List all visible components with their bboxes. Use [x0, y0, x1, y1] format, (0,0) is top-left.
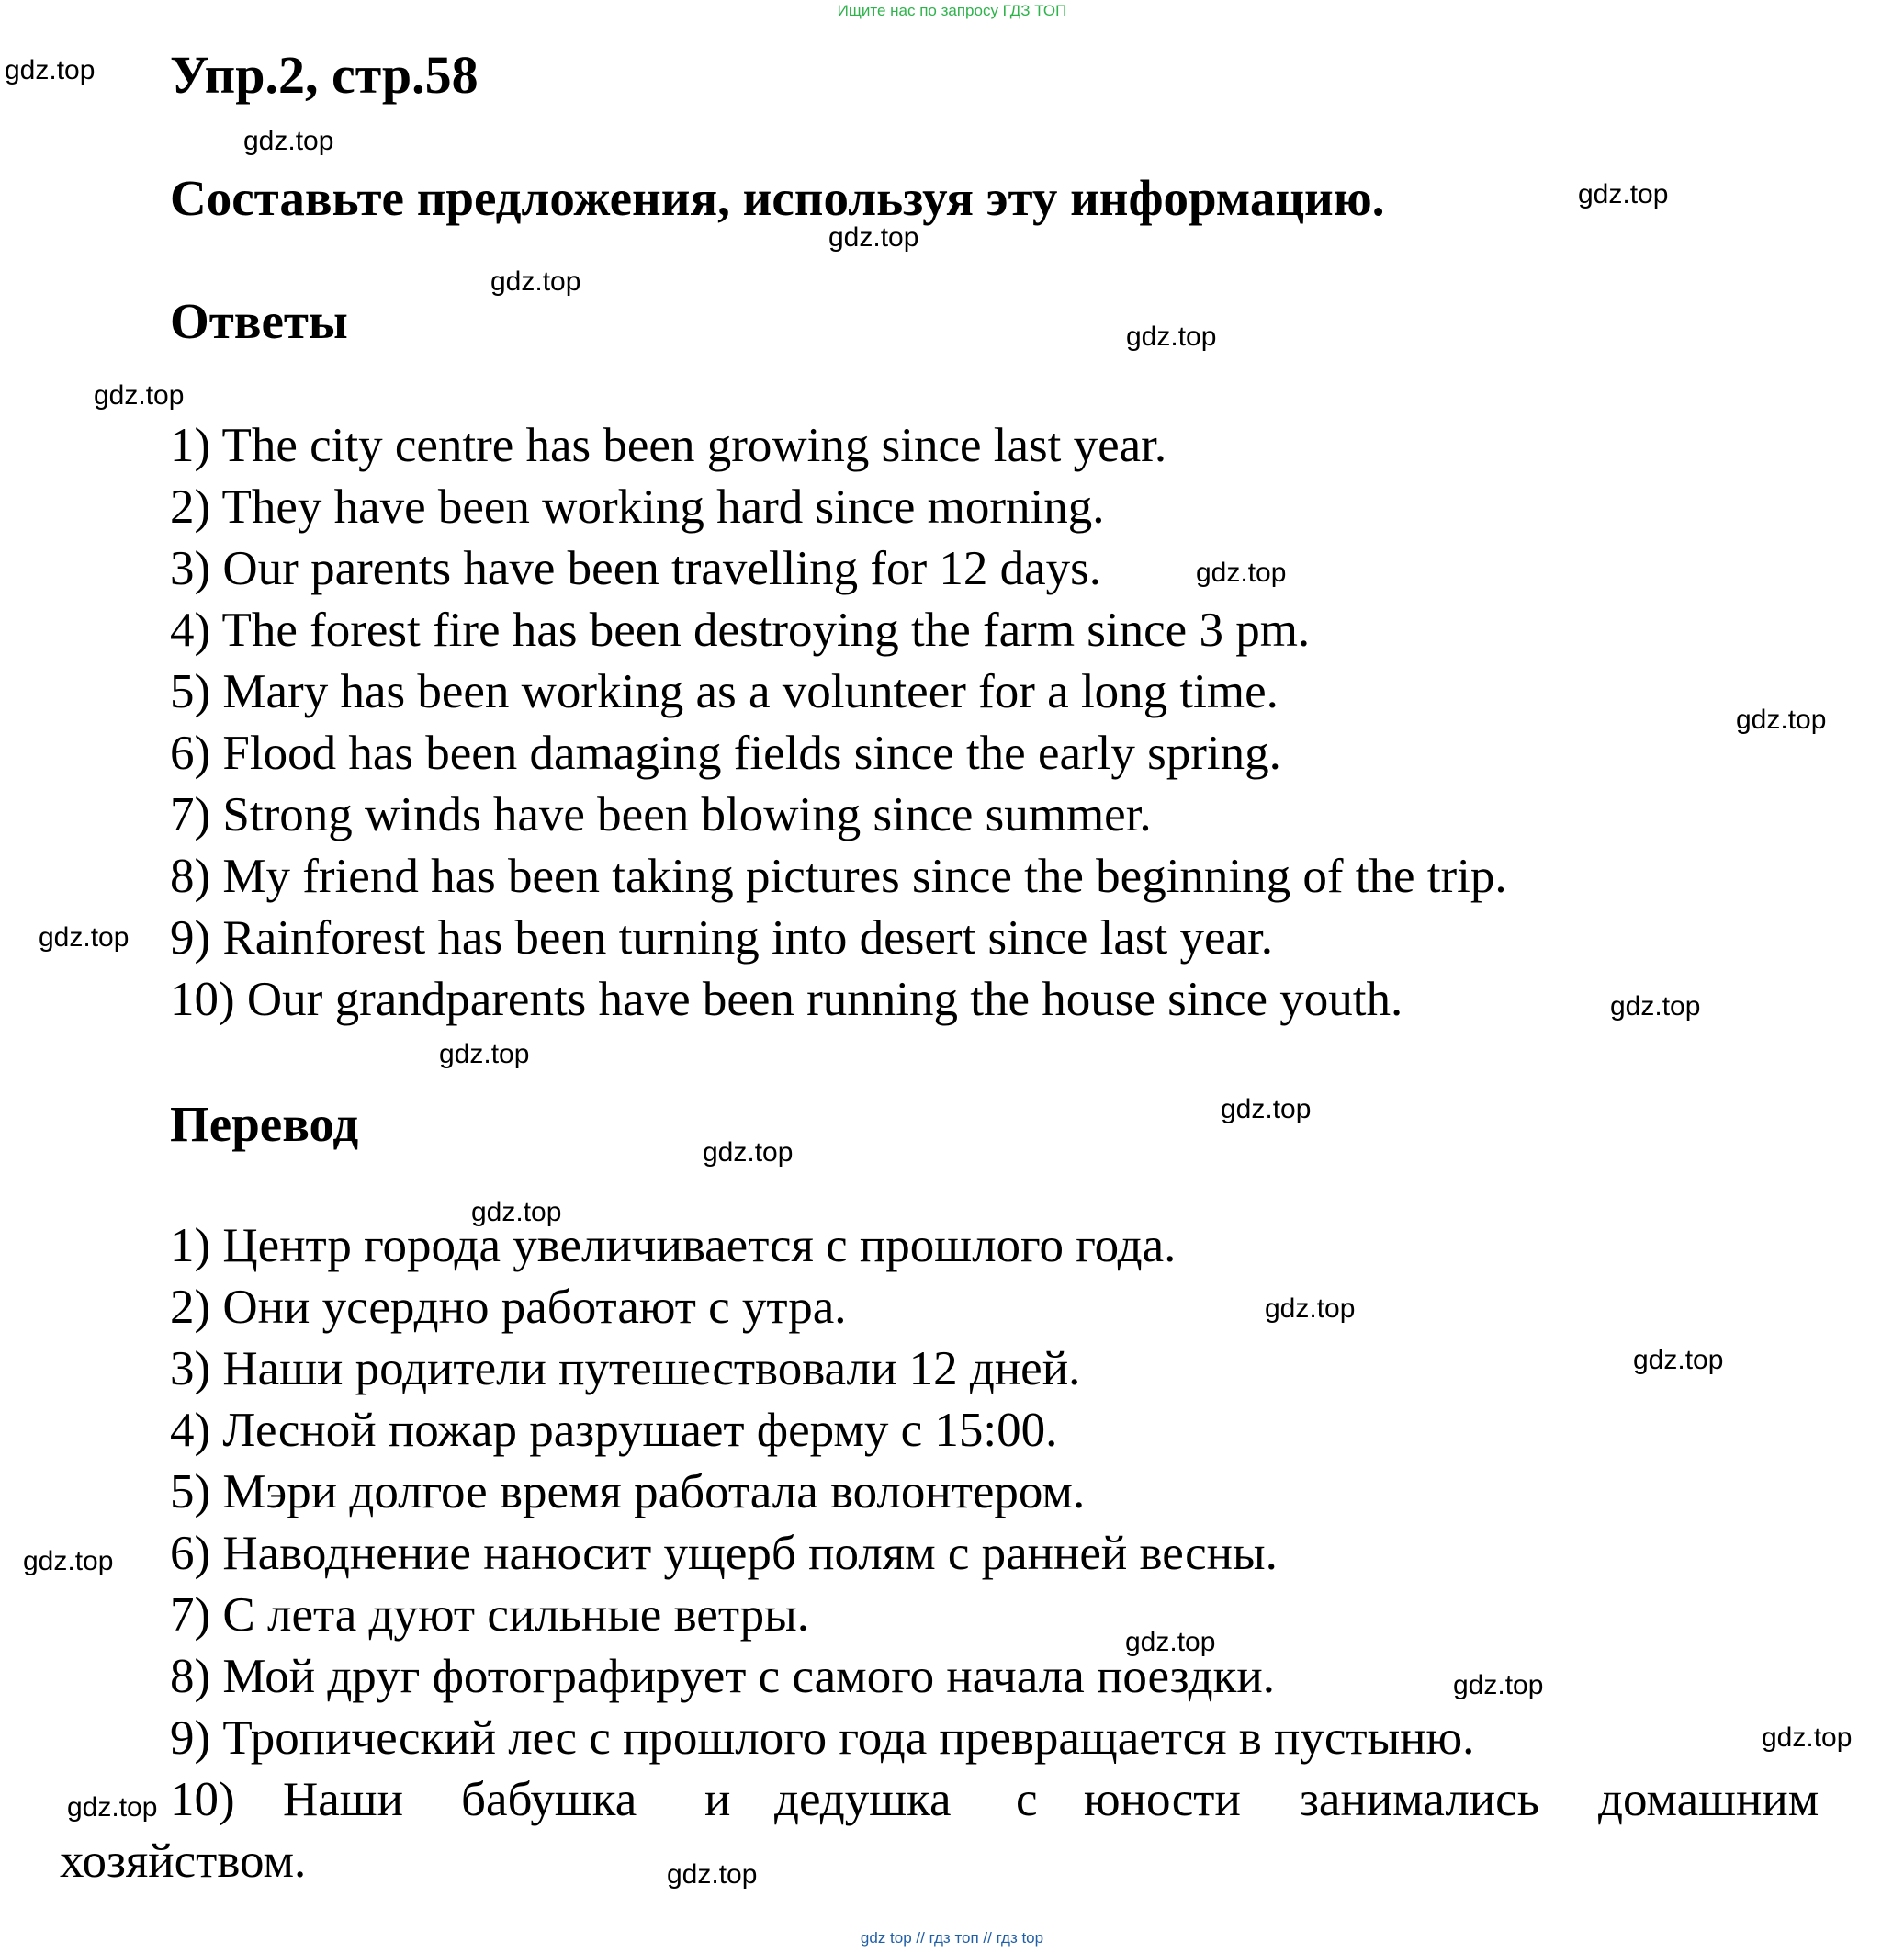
answer-item: 2) They have been working hard since morning. — [170, 480, 1105, 534]
justified-word: дедушка — [774, 1773, 952, 1826]
answer-item: 3) Our parents have been travelling for 12 days. — [170, 542, 1102, 595]
translation-item: 1) Центр города увеличивается с прошлого года. — [170, 1219, 1177, 1272]
translation-item: 9) Тропический лес с прошлого года превращается в пустыню. — [170, 1711, 1475, 1765]
watermark: gdz.top — [67, 1792, 158, 1823]
watermark: gdz.top — [1196, 558, 1287, 588]
answer-item: 1) The city centre has been growing since last year. — [170, 419, 1167, 472]
answer-item: 4) The forest fire has been destroying the farm since 3 pm. — [170, 604, 1311, 657]
translation-item: 7) С лета дуют сильные ветры. — [170, 1588, 809, 1642]
watermark: gdz.top — [439, 1039, 530, 1069]
watermark: gdz.top — [1633, 1345, 1724, 1375]
watermark: gdz.top — [1221, 1094, 1312, 1124]
watermark: gdz.top — [243, 126, 334, 156]
watermark: gdz.top — [1125, 1627, 1216, 1657]
justified-word: 10) — [170, 1773, 235, 1826]
translation-item: 4) Лесной пожар разрушает ферму с 15:00. — [170, 1404, 1058, 1457]
justified-word: бабушка — [461, 1773, 637, 1826]
watermark: gdz.top — [490, 266, 581, 297]
watermark: gdz.top — [1762, 1722, 1853, 1753]
watermark: gdz.top — [1126, 322, 1217, 352]
translation-item-last-continuation: хозяйством. — [60, 1834, 307, 1888]
translation-item: 8) Мой друг фотографирует с самого начала поездки. — [170, 1650, 1275, 1703]
answer-item: 9) Rainforest has been turning into desert since last year. — [170, 911, 1273, 965]
watermark: gdz.top — [1265, 1293, 1356, 1324]
translation-item: 2) Они усердно работают с утра. — [170, 1281, 847, 1334]
justified-word: и — [704, 1773, 731, 1826]
translation-heading: Перевод — [170, 1096, 359, 1152]
watermark: gdz.top — [94, 380, 185, 411]
footer-links: gdz top // гдз топ // гдз top — [860, 1929, 1044, 1947]
answer-item: 8) My friend has been taking pictures since the beginning of the trip. — [170, 850, 1507, 903]
exercise-title: Упр.2, стр.58 — [170, 45, 479, 105]
watermark: gdz.top — [5, 55, 96, 85]
watermark: gdz.top — [1453, 1670, 1544, 1700]
answer-item: 6) Flood has been damaging fields since the early spring. — [170, 727, 1281, 780]
watermark: gdz.top — [23, 1546, 114, 1576]
justified-word: Наши — [283, 1773, 403, 1826]
answers-heading: Ответы — [170, 293, 348, 349]
watermark: gdz.top — [471, 1197, 562, 1227]
answer-item: 10) Our grandparents have been running the house since youth. — [170, 973, 1403, 1026]
watermark: gdz.top — [703, 1137, 794, 1168]
task-instruction: Составьте предложения, используя эту информацию. — [170, 170, 1385, 226]
translation-item: 6) Наводнение наносит ущерб полям с ранней весны. — [170, 1527, 1278, 1580]
watermark: gdz.top — [667, 1859, 758, 1890]
justified-word: занимались — [1300, 1773, 1539, 1826]
translation-item: 3) Наши родители путешествовали 12 дней. — [170, 1342, 1081, 1395]
answers-list — [170, 415, 1507, 1031]
watermark: gdz.top — [1736, 705, 1827, 735]
watermark: gdz.top — [1578, 179, 1669, 209]
watermark: gdz.top — [1610, 991, 1701, 1022]
watermark: gdz.top — [39, 922, 130, 953]
top-banner: Ищите нас по запросу ГДЗ ТОП — [837, 2, 1067, 19]
justified-word: домашним — [1598, 1773, 1820, 1826]
justified-word: с — [1016, 1773, 1038, 1826]
watermark: gdz.top — [828, 222, 919, 253]
translation-item: 5) Мэри долгое время работала волонтером. — [170, 1465, 1086, 1518]
answer-item: 7) Strong winds have been blowing since summer. — [170, 788, 1152, 841]
answer-item: 5) Mary has been working as a volunteer for a long time. — [170, 665, 1279, 718]
justified-word: юности — [1084, 1773, 1241, 1826]
